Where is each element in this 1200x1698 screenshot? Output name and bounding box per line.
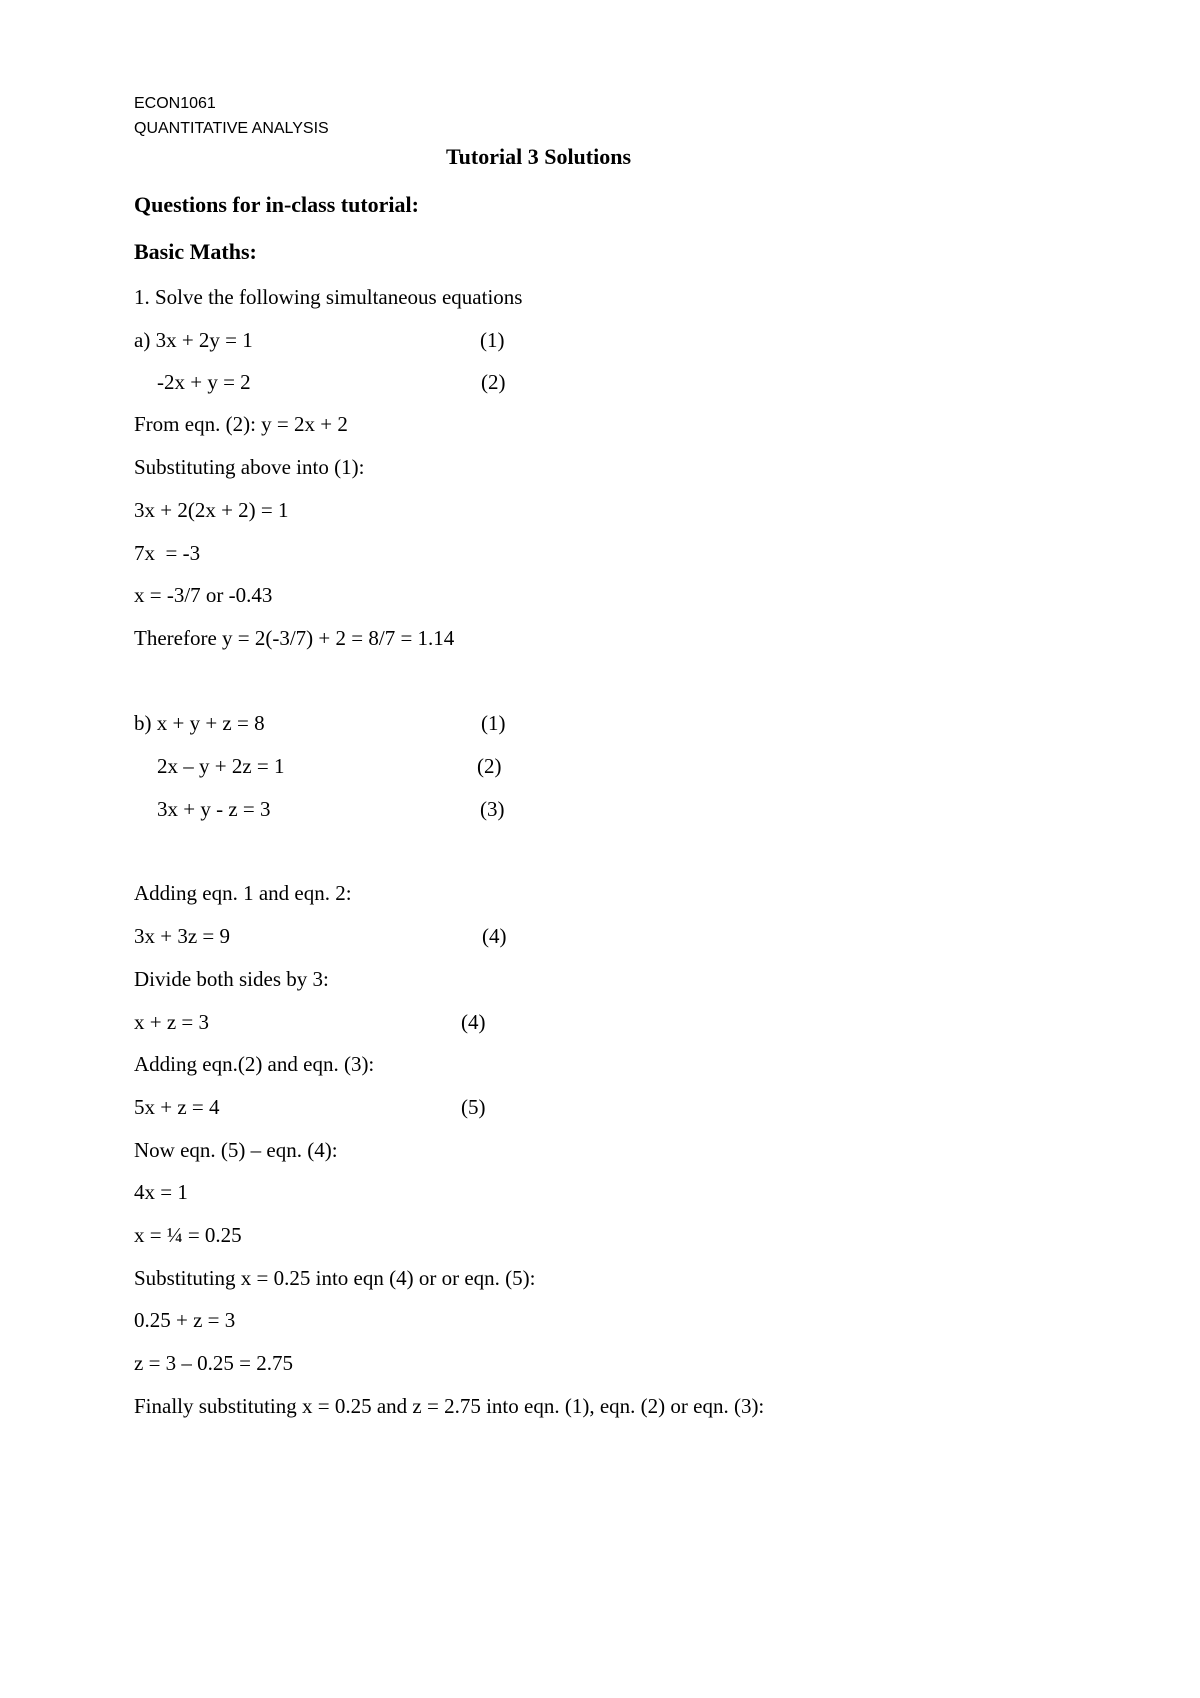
course-code: ECON1061 (134, 95, 216, 112)
part-b-step-adding-2-3: Adding eqn.(2) and eqn. (3): (134, 1052, 375, 1076)
part-b-step-final-substitution: Finally substituting x = 0.25 and z = 2.75 into eqn. (1), eqn. (2) or eqn. (3): (134, 1394, 765, 1418)
part-b-equation-5-number: (5) (461, 1095, 486, 1119)
course-name: QUANTITATIVE ANALYSIS (134, 120, 329, 137)
part-b-equation-3-number: (3) (480, 797, 505, 821)
subsection-heading: Basic Maths: (134, 239, 257, 264)
question-1: 1. Solve the following simultaneous equations (134, 285, 523, 309)
page-title: Tutorial 3 Solutions (446, 144, 632, 169)
part-b-equation-4b: x + z = 3 (134, 1010, 210, 1034)
part-b-equation-1-number: (1) (481, 711, 506, 735)
part-a-step-3: 3x + 2(2x + 2) = 1 (134, 498, 289, 522)
section-heading: Questions for in-class tutorial: (134, 192, 419, 217)
part-a-equation-1: a) 3x + 2y = 1 (134, 328, 253, 352)
part-b-equation-2: 2x – y + 2z = 1 (157, 754, 285, 778)
part-a-step-2: Substituting above into (1): (134, 455, 365, 479)
part-b-equation-3: 3x + y - z = 3 (157, 797, 271, 821)
part-a-step-4: 7x = -3 (134, 541, 201, 565)
part-b-step-z-equation: 0.25 + z = 3 (134, 1308, 236, 1332)
part-b-step-z-value: z = 3 – 0.25 = 2.75 (134, 1351, 294, 1375)
part-a-step-5: x = -3/7 or -0.43 (134, 583, 273, 607)
part-a-step-1: From eqn. (2): y = 2x + 2 (134, 412, 348, 436)
part-b-equation-4b-number: (4) (461, 1010, 486, 1034)
part-a-equation-2: -2x + y = 2 (157, 370, 251, 394)
part-b-step-adding-1-2: Adding eqn. 1 and eqn. 2: (134, 881, 352, 905)
part-b-equation-1: b) x + y + z = 8 (134, 711, 265, 735)
part-b-step-4x: 4x = 1 (134, 1180, 188, 1204)
part-b-step-divide: Divide both sides by 3: (134, 967, 329, 991)
part-b-step-substitute-x: Substituting x = 0.25 into eqn (4) or or eqn. (5): (134, 1266, 536, 1290)
part-b-equation-2-number: (2) (477, 754, 502, 778)
part-a-step-6: Therefore y = 2(-3/7) + 2 = 8/7 = 1.14 (134, 626, 455, 650)
part-b-equation-5: 5x + z = 4 (134, 1095, 220, 1119)
part-a-equation-1-number: (1) (480, 328, 505, 352)
part-b-step-x-value: x = ¼ = 0.25 (134, 1223, 242, 1247)
part-b-equation-4a: 3x + 3z = 9 (134, 924, 231, 948)
part-b-equation-4a-number: (4) (482, 924, 507, 948)
part-a-equation-2-number: (2) (481, 370, 506, 394)
part-b-step-subtract: Now eqn. (5) – eqn. (4): (134, 1138, 338, 1162)
